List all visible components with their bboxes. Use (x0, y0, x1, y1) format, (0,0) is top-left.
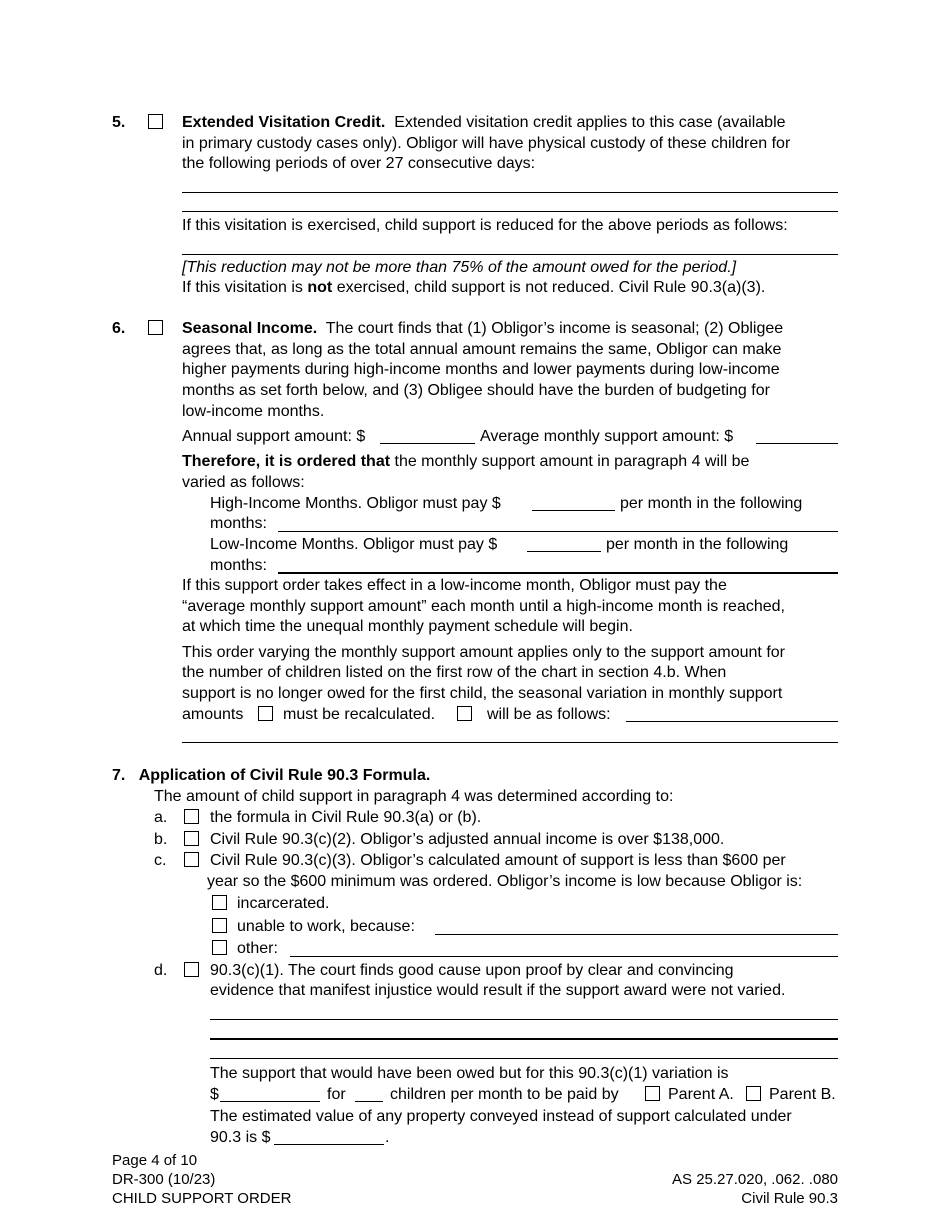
high-income-months-input[interactable] (278, 531, 838, 532)
low-income-suffix: per month in the following (606, 536, 789, 553)
owed-for: for (327, 1086, 346, 1103)
parent-a-label: Parent A. (668, 1086, 734, 1103)
amounts-label: amounts (182, 706, 244, 723)
manifest-injustice-line-1[interactable] (210, 1019, 838, 1020)
high-income-amount-input[interactable] (532, 510, 615, 511)
as-follows-input[interactable] (626, 721, 838, 722)
section-6-q1: This order varying the monthly support amount applies only to the support amount for (182, 644, 785, 661)
footer-form: DR-300 (10/23) (112, 1171, 216, 1188)
high-income-label: High-Income Months. Obligor must pay $ (210, 495, 501, 512)
annual-support-input[interactable] (380, 443, 475, 444)
high-income-months-label: months: (210, 515, 267, 532)
section-6-number: 6. (112, 320, 126, 337)
option-d-checkbox[interactable] (184, 962, 199, 977)
reduction-line[interactable] (182, 254, 838, 255)
estimated-text: The estimated value of any property conveyed instead of support calculated under (210, 1108, 792, 1125)
as-follows-checkbox[interactable] (457, 706, 472, 721)
option-c-checkbox[interactable] (184, 852, 199, 867)
footer-rule: Civil Rule 90.3 (741, 1190, 838, 1207)
parent-b-checkbox[interactable] (746, 1086, 761, 1101)
section-5-line2: in primary custody cases only). Obligor will have physical custody of these children for (182, 135, 791, 152)
option-d-text2: evidence that manifest injustice would result if the support award were not varied. (210, 982, 786, 999)
section-6-line4: months as set forth below, and (3) Obligee should have the burden of budgeting for (182, 382, 770, 399)
owed-text: The support that would have been owed but for this 90.3(c)(1) variation is (210, 1065, 729, 1082)
section-7-intro: The amount of child support in paragraph 4 was determined according to: (154, 788, 674, 805)
section-6-line5: low-income months. (182, 403, 325, 420)
visitation-periods-line-1[interactable] (182, 192, 838, 193)
footer-title: CHILD SUPPORT ORDER (112, 1190, 292, 1207)
section-6-p1: If this support order takes effect in a low-income month, Obligor must pay the (182, 577, 727, 594)
high-income-suffix: per month in the following (620, 495, 803, 512)
section-6-p2: “average monthly support amount” each month until a high-income month is reached, (182, 598, 785, 615)
section-6-line1: Seasonal Income. The court finds that (1) Obligor’s income is seasonal; (2) Obligee (182, 320, 784, 337)
average-monthly-label: Average monthly support amount: $ (480, 428, 734, 445)
low-income-label: Low-Income Months. Obligor must pay $ (210, 536, 498, 553)
average-monthly-input[interactable] (756, 443, 838, 444)
incarcerated-checkbox[interactable] (212, 895, 227, 910)
option-a-checkbox[interactable] (184, 809, 199, 824)
manifest-injustice-line-3[interactable] (210, 1058, 838, 1059)
recalculated-label: must be recalculated. (283, 706, 436, 723)
section-5-reduced: If this visitation is exercised, child support is reduced for the above periods as follows: (182, 217, 788, 234)
other-label: other: (237, 940, 278, 957)
section-6-line3: higher payments during high-income months and lower payments during low-income (182, 361, 780, 378)
option-b-text: Civil Rule 90.3(c)(2). Obligor’s adjusted annual income is over $138,000. (210, 831, 725, 848)
recalculated-checkbox[interactable] (258, 706, 273, 721)
estimated-value-input[interactable] (274, 1144, 384, 1145)
owed-dollar: $ (210, 1086, 219, 1103)
other-checkbox[interactable] (212, 940, 227, 955)
incarcerated-label: incarcerated. (237, 895, 330, 912)
footer-page: Page 4 of 10 (112, 1152, 198, 1169)
section-5-checkbox[interactable] (148, 114, 163, 129)
varied-line: varied as follows: (182, 474, 305, 491)
section-5-italic-note: [This reduction may not be more than 75% of the amount owed for the period.] (182, 259, 737, 276)
option-d-letter: d. (154, 962, 168, 979)
section-6-line2: agrees that, as long as the total annual amount remains the same, Obligor can make (182, 341, 782, 358)
option-c-text2: year so the $600 minimum was ordered. Obligor’s income is low because Obligor is: (207, 873, 803, 890)
option-a-letter: a. (154, 809, 168, 826)
section-5-number: 5. (112, 114, 126, 131)
section-6-q3: support is no longer owed for the first child, the seasonal variation in monthly support (182, 685, 783, 702)
estimated-period: . (385, 1129, 390, 1146)
low-income-months-input[interactable] (278, 572, 838, 574)
other-reason-input[interactable] (290, 956, 838, 957)
section-5-line3: the following periods of over 27 consecutive days: (182, 155, 536, 172)
owed-amount-input[interactable] (220, 1101, 320, 1102)
section-6-q2: the number of children listed on the first row of the chart in section 4.b. When (182, 664, 727, 681)
as-follows-label: will be as follows: (487, 706, 611, 723)
as-follows-input-2[interactable] (182, 742, 838, 743)
section-5-line1: Extended Visitation Credit. Extended visitation credit applies to this case (available (182, 114, 786, 131)
section-6-p3: at which time the unequal monthly payment schedule will begin. (182, 618, 633, 635)
option-b-letter: b. (154, 831, 168, 848)
unable-reason-input[interactable] (435, 934, 838, 935)
parent-a-checkbox[interactable] (645, 1086, 660, 1101)
ordered-line: Therefore, it is ordered that the monthly support amount in paragraph 4 will be (182, 453, 750, 470)
annual-support-label: Annual support amount: $ (182, 428, 366, 445)
parent-b-label: Parent B. (769, 1086, 836, 1103)
visitation-periods-line-2[interactable] (182, 211, 838, 212)
section-5-not-exercised: If this visitation is not exercised, child support is not reduced. Civil Rule 90.3(a)(3). (182, 279, 766, 296)
option-c-text1: Civil Rule 90.3(c)(3). Obligor’s calculated amount of support is less than $600 per (210, 852, 786, 869)
children-paid-by: children per month to be paid by (390, 1086, 619, 1103)
option-c-letter: c. (154, 852, 167, 869)
section-6-checkbox[interactable] (148, 320, 163, 335)
section-7-heading: 7. Application of Civil Rule 90.3 Formula. (112, 767, 431, 784)
low-income-months-label: months: (210, 557, 267, 574)
manifest-injustice-line-2[interactable] (210, 1038, 838, 1040)
option-a-text: the formula in Civil Rule 90.3(a) or (b). (210, 809, 482, 826)
unable-checkbox[interactable] (212, 918, 227, 933)
option-b-checkbox[interactable] (184, 831, 199, 846)
footer-statute: AS 25.27.020, .062. .080 (672, 1171, 838, 1188)
option-d-text1: 90.3(c)(1). The court finds good cause upon proof by clear and convincing (210, 962, 734, 979)
estimated-label: 90.3 is $ (210, 1129, 271, 1146)
unable-label: unable to work, because: (237, 918, 415, 935)
low-income-amount-input[interactable] (527, 551, 601, 552)
children-count-input[interactable] (355, 1101, 383, 1102)
